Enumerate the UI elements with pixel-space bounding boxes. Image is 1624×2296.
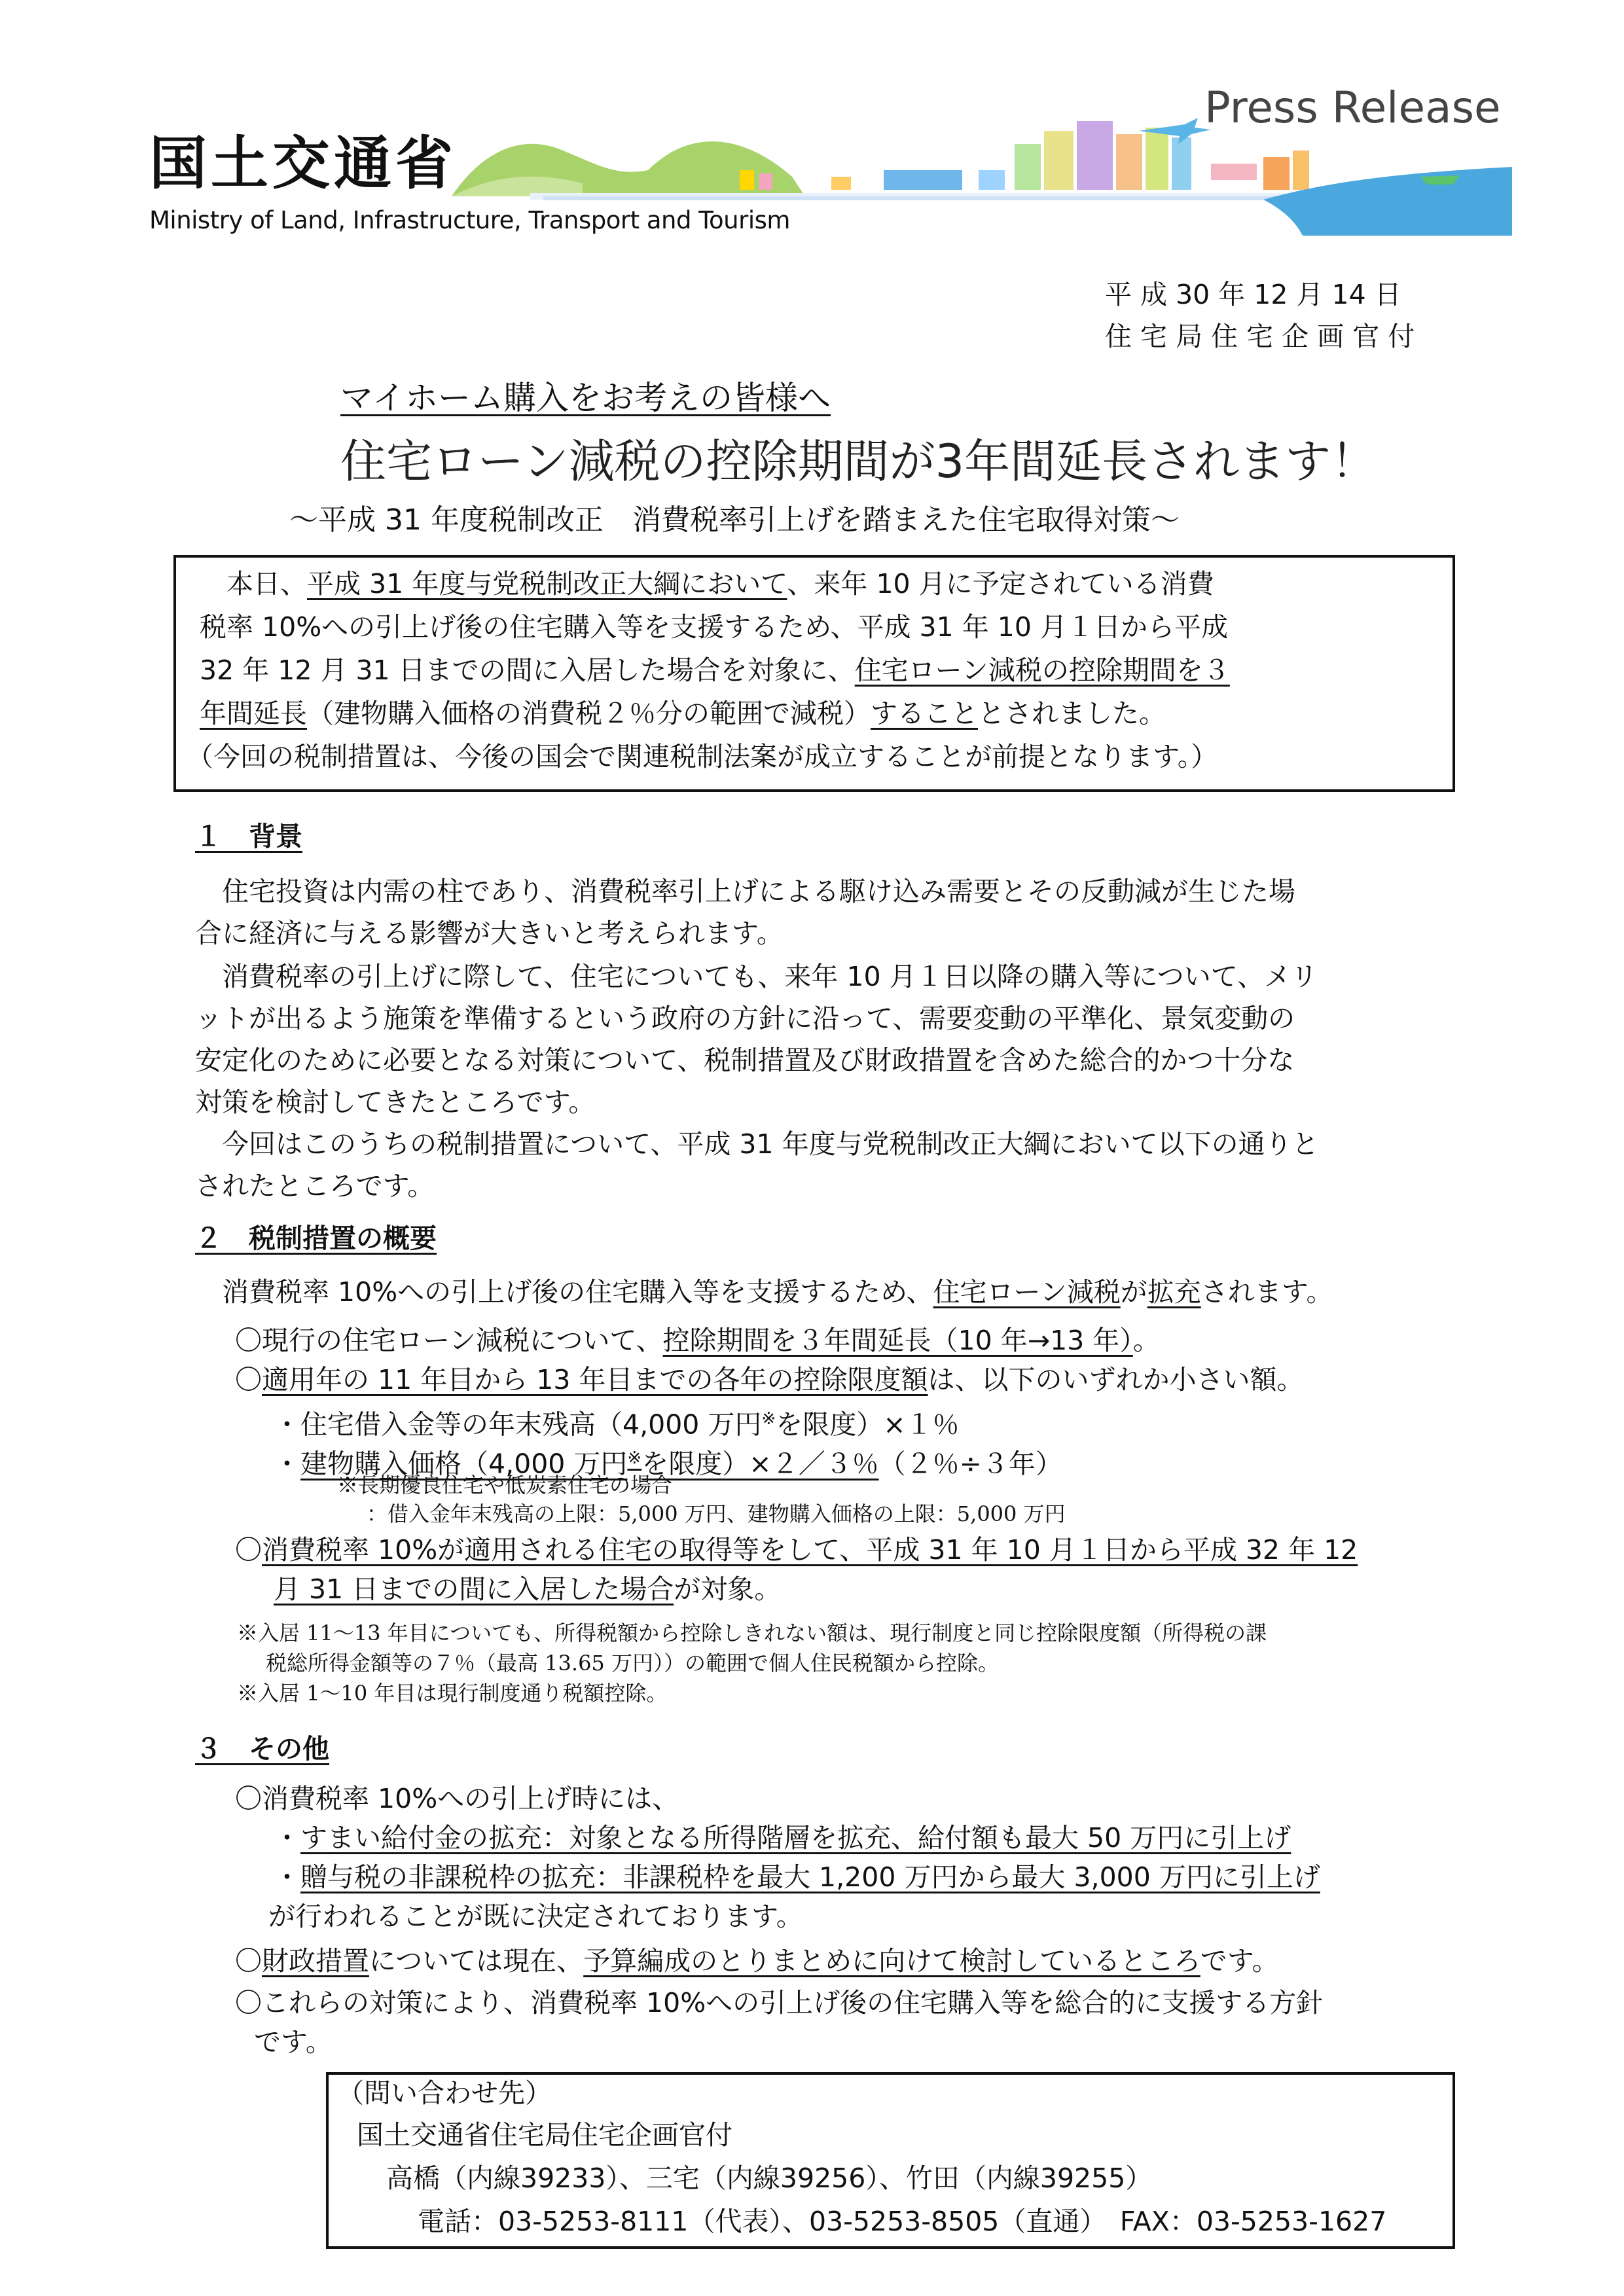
main-title: 住宅ローン減税の控除期間が3年間延長されます！: [340, 435, 1377, 488]
section-2-intro: 消費税率 10%への引上げ後の住宅購入等を支援するため、住宅ローン減税が拡充されます。: [195, 1276, 1333, 1308]
section-2-footnote: 税総所得金額等の７％（最高 13.65 万円））の範囲で個人住民税額から控除。: [266, 1651, 999, 1676]
ministry-name-en: Ministry of Land, Infrastructure, Transport and Tourism: [149, 206, 790, 234]
section-3-bullet-1-item-2: ・贈与税の非課税枠の拡充：非課税枠を最大 1,200 万円から最大 3,000 万円に引上げ: [274, 1861, 1320, 1893]
section-2-bullet-3-cont: 月 31 日までの間に入居した場合が対象。: [274, 1573, 782, 1605]
section-3-bullet-1-item-1: ・すまい給付金の拡充：対象となる所得階層を拡充、給付額も最大 50 万円に引上げ: [274, 1822, 1291, 1854]
contact-organization: 国土交通省住宅局住宅企画官付: [357, 2119, 732, 2151]
section-2-bullet-2-item-2: ・建物購入価格（4,000 万円※を限度）×２／３％（２％÷３年）: [274, 1448, 1062, 1480]
subtitle: ～平成 31 年度税制改正 消費税率引上げを踏まえた住宅取得対策～: [289, 503, 1180, 537]
summary-line-4: 年間延長（建物購入価格の消費税２％分の範囲で減税）することとされました。: [200, 698, 1166, 729]
header-banner-illustration: [452, 105, 1512, 236]
section-1-text: 住宅投資は内需の柱であり、消費税率引上げによる駆け込み需要とその反動減が生じた場: [195, 876, 1295, 907]
section-2-note: ：借入金年末残高の上限：5,000 万円、建物購入価格の上限：5,000 万円: [367, 1501, 1066, 1526]
section-2-footnote: ※入居 1～10 年目は現行制度通り税額控除。: [237, 1681, 668, 1706]
section-1-text: 消費税率の引上げに際して、住宅についても、来年 10 月１日以降の購入等について、メリ: [195, 961, 1318, 992]
section-3-bullet-2: 〇財政措置については現在、予算編成のとりまとめに向けて検討しているところです。: [208, 1945, 1279, 1977]
section-3-bullet-1-tail: が行われることが既に決定されております。: [268, 1901, 803, 1932]
section-3-bullet-1: 〇消費税率 10%への引上げ時には、: [208, 1783, 679, 1814]
section-1-text: 安定化のために必要となる対策について、税制措置及び財政措置を含めた総合的かつ十分な: [195, 1045, 1295, 1076]
contact-label: （問い合わせ先）: [337, 2077, 552, 2109]
summary-line-2: 税率 10%への引上げ後の住宅購入等を支援するため、平成 31 年 10 月１日から平成: [200, 611, 1228, 643]
issue-date: 平 成 30 年 12 月 14 日: [1105, 279, 1401, 310]
section-1-text: 今回はこのうちの税制措置について、平成 31 年度与党税制改正大綱において以下の通りと: [195, 1128, 1319, 1160]
section-3-heading: ３ その他: [195, 1733, 329, 1765]
section-3-bullet-3: 〇これらの対策により、消費税率 10%への引上げ後の住宅購入等を総合的に支援する方針: [208, 1987, 1324, 2018]
summary-line-5: （今回の税制措置は、今後の国会で関連税制法案が成立することが前提となります。）: [187, 741, 1218, 772]
section-1-text: ットが出るよう施策を準備するという政府の方針に沿って、需要変動の平準化、景気変動の: [195, 1003, 1295, 1034]
section-1-text: 対策を検討してきたところです。: [195, 1086, 596, 1118]
section-3-bullet-3-cont: です。: [254, 2026, 333, 2058]
section-2-bullet-2: 〇適用年の 11 年目から 13 年目までの各年の控除限度額は、以下のいずれか小さい額。: [208, 1364, 1304, 1395]
contact-phone: 電話：03-5253-8111（代表）、03-5253-8505（直通） FAX：03-5253-1627: [418, 2206, 1387, 2237]
section-2-bullet-2-item-1: ・住宅借入金等の年末残高（4,000 万円※を限度）×１％: [274, 1408, 960, 1441]
summary-line-1: 本日、平成 31 年度与党税制改正大綱において、来年 10 月に予定されている消費: [200, 568, 1214, 600]
section-1-text: されたところです。: [195, 1170, 435, 1202]
section-1-text: 合に経済に与える影響が大きいと考えられます。: [195, 918, 784, 949]
contact-people: 高橋（内線39233）、三宅（内線39256）、竹田（内線39255）: [386, 2162, 1153, 2194]
section-2-footnote: ※入居 11～13 年目についても、所得税額から控除しきれない額は、現行制度と同じ控除限度額（所得税の課: [237, 1621, 1267, 1645]
press-release-label: Press Release: [1204, 82, 1501, 133]
ministry-name: 国土交通省: [149, 130, 458, 197]
section-2-note: ※長期優良住宅や低炭素住宅の場合: [337, 1473, 673, 1498]
section-2-bullet-1: 〇現行の住宅ローン減税について、控除期間を３年間延長（10 年→13 年）。: [208, 1325, 1160, 1356]
section-2-bullet-3: 〇消費税率 10%が適用される住宅の取得等をして、平成 31 年 10 月１日から平成 32 年 12: [208, 1534, 1358, 1566]
town-illustration: [740, 121, 1309, 190]
title-lead: マイホーム購入をお考えの皆様へ: [340, 379, 831, 417]
issuing-office: 住 宅 局 住 宅 企 画 官 付: [1105, 321, 1415, 352]
section-1-heading: １ 背景: [195, 821, 302, 852]
section-2-heading: ２ 税制措置の概要: [195, 1223, 437, 1254]
summary-line-3: 32 年 12 月 31 日までの間に入居した場合を対象に、住宅ローン減税の控除期間を３: [200, 655, 1230, 686]
